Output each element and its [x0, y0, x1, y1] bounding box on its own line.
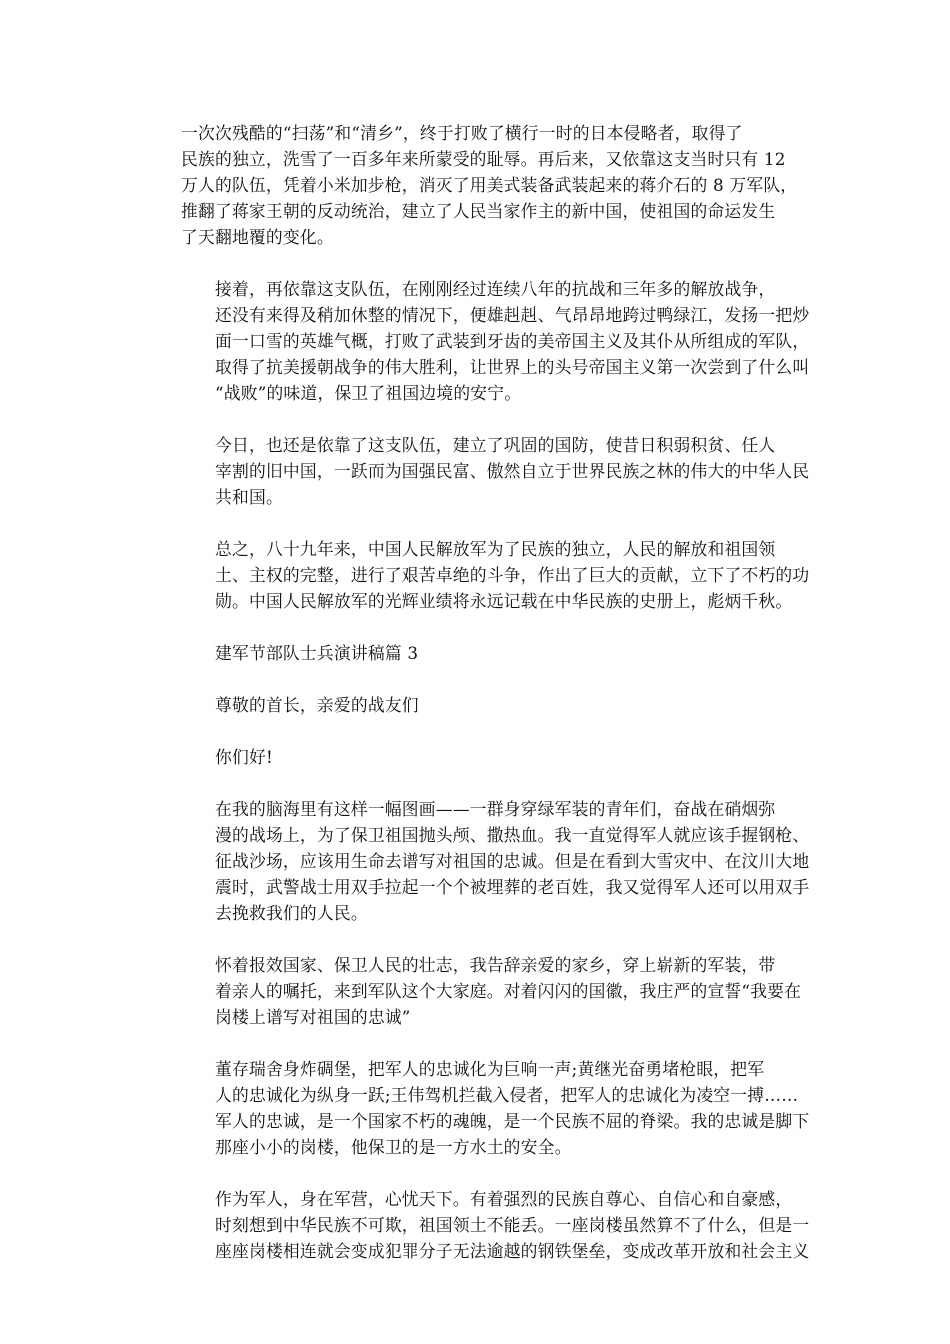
text-line: 宰割的旧中国，一跃而为国强民富、傲然自立于世界民族之林的伟大的中华人民: [215, 461, 810, 481]
text-line: 在我的脑海里有这样一幅图画——一群身穿绿军装的青年们，奋战在硝烟弥: [215, 799, 776, 819]
text-line: 勋。中国人民解放军的光辉业绩将永远记载在中华民族的史册上，彪炳千秋。: [215, 591, 793, 611]
paragraph: [181, 692, 771, 718]
text-line: 着亲人的嘱托，来到军队这个大家庭。对着闪闪的国徽，我庄严的宣誓“我要在: [215, 981, 802, 1001]
text-line: 去挽救我们的人民。: [215, 903, 368, 923]
text-line: 万人的队伍，凭着小米加步枪，消灭了用美式装备武装起来的蒋介石的 8 万军队，: [181, 175, 798, 195]
text-line: 取得了抗美援朝战争的伟大胜利，让世界上的头号帝国主义第一次尝到了什么叫: [215, 357, 810, 377]
text-line: 民族的独立，洗雪了一百多年来所蒙受的耻辱。再后来，又依靠这支当时只有 12: [181, 149, 786, 169]
paragraph-gap: [181, 770, 771, 796]
text-line: 那座小小的岗楼，他保卫的是一方水土的安全。: [215, 1137, 572, 1157]
text-line: 岗楼上谱写对祖国的忠诚”: [215, 1007, 411, 1027]
text-line: 总之，八十九年来，中国人民解放军为了民族的独立，人民的解放和祖国领: [215, 539, 776, 559]
text-line: “战败”的味道，保卫了祖国边境的安宁。: [215, 383, 522, 403]
text-line: 面一口雪的英雄气概，打败了武装到牙齿的美帝国主义及其仆从所组成的军队，: [215, 331, 810, 351]
paragraph-gap: [181, 614, 771, 640]
text-line: 时刻想到中华民族不可欺，祖国领土不能丢。一座岗楼虽然算不了什么，但是一: [215, 1215, 810, 1235]
paragraph-gap: [181, 1030, 771, 1056]
text-line: 作为军人，身在军营，心忧天下。有着强烈的民族自尊心、自信心和自豪感，: [215, 1189, 793, 1209]
paragraph: [181, 952, 802, 1030]
text-line: 土、主权的完整，进行了艰苦卓绝的斗争，作出了巨大的贡献，立下了不朽的功: [215, 565, 810, 585]
text-line: 董存瑞舍身炸碉堡，把军人的忠诚化为巨响一声;黄继光奋勇堵枪眼，把军: [215, 1059, 765, 1079]
text-line: 军人的忠诚，是一个国家不朽的魂魄，是一个民族不屈的脊梁。我的忠诚是脚下: [215, 1111, 810, 1131]
paragraph-gap: [181, 926, 771, 952]
paragraph: [181, 120, 798, 250]
text-line: 座座岗楼相连就会变成犯罪分子无法逾越的钢铁堡垒，变成改革开放和社会主义: [215, 1241, 810, 1261]
text-line: 还没有来得及稍加休整的情况下，便雄赳赳、气昂昂地跨过鸭绿江，发扬一把炒: [215, 305, 810, 325]
paragraph: [181, 432, 810, 510]
text-line: 征战沙场，应该用生命去谱写对祖国的忠诚。但是在看到大雪灾中、在汶川大地: [215, 851, 810, 871]
text-line: 人的忠诚化为纵身一跃;王伟驾机拦截入侵者，把军人的忠诚化为凌空一搏……: [215, 1085, 799, 1105]
text-line: 今日，也还是依靠了这支队伍，建立了巩固的国防，使昔日积弱积贫、任人: [215, 435, 776, 455]
text-line: 震时，武警战士用双手拉起一个个被埋葬的老百姓，我又觉得军人还可以用双手: [215, 877, 810, 897]
paragraph: [181, 276, 810, 406]
document-page: [181, 120, 810, 1264]
text-line: 建军节部队士兵演讲稿篇 3: [215, 643, 419, 663]
paragraph: [181, 640, 771, 666]
text-line: 漫的战场上，为了保卫祖国抛头颅、撒热血。我一直觉得军人就应该手握钢枪、: [215, 825, 810, 845]
paragraph: [181, 1056, 810, 1160]
paragraph-gap: [181, 250, 771, 276]
paragraph-gap: [181, 666, 771, 692]
text-line: 推翻了蒋家王朝的反动统治，建立了人民当家作主的新中国，使祖国的命运发生: [181, 201, 776, 221]
text-line: 了天翻地覆的变化。: [181, 227, 334, 247]
paragraph: [181, 796, 810, 926]
text-line: 你们好!: [215, 747, 273, 767]
paragraph-gap: [181, 1160, 771, 1186]
text-line: 怀着报效国家、保卫人民的壮志，我告辞亲爱的家乡，穿上崭新的军装，带: [215, 955, 776, 975]
text-line: 接着，再依靠这支队伍，在刚刚经过连续八年的抗战和三年多的解放战争，: [215, 279, 776, 299]
paragraph: [181, 744, 771, 770]
text-line: 一次次残酷的“扫荡”和“清乡”，终于打败了横行一时的日本侵略者，取得了: [181, 123, 743, 143]
paragraph-gap: [181, 406, 771, 432]
paragraph: [181, 1186, 810, 1264]
text-line: 尊敬的首长，亲爱的战友们: [215, 695, 419, 715]
paragraph-gap: [181, 510, 771, 536]
paragraph-gap: [181, 718, 771, 744]
paragraph: [181, 536, 810, 614]
text-line: 共和国。: [215, 487, 283, 507]
